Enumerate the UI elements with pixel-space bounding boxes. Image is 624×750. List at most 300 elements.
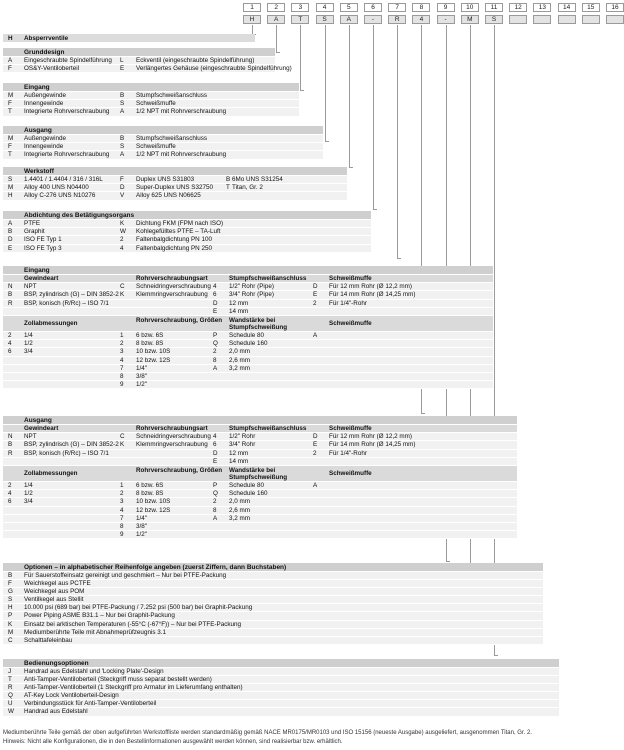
option-item	[3, 604, 543, 612]
option-item	[3, 612, 543, 620]
list-item	[3, 92, 299, 100]
cell-text: 6	[213, 441, 217, 449]
list-item	[3, 100, 299, 108]
connector-tick	[421, 413, 425, 414]
cell-text: 3/4	[24, 348, 33, 356]
cell-text: 4	[120, 244, 124, 252]
cell-text: 1.4401 / 1.4404 / 316 / 316L	[24, 176, 103, 183]
cell-text: 3,2 mm	[229, 364, 250, 372]
section-title: Optionen – in alphabetischer Reihenfolge angeben (zuerst Ziffern, dann Buchstaben)	[3, 563, 543, 572]
code-letter	[582, 15, 600, 24]
cell-text: W	[120, 228, 126, 236]
code-letter: R	[388, 15, 406, 24]
section-werkstoff	[3, 167, 347, 201]
cell-text: 3/4" Rohr (Pipe)	[229, 291, 274, 299]
option-item	[3, 621, 543, 629]
column-header: Zollabmessungen	[24, 469, 78, 477]
section-optionen	[3, 563, 543, 645]
cell-text: 1/4	[24, 481, 33, 489]
cell-text: A	[213, 514, 218, 522]
cell-text: K	[120, 441, 125, 449]
section-eingang2	[3, 266, 493, 389]
option-item	[3, 708, 559, 716]
cell-text: 2,6 mm	[229, 506, 250, 514]
cell-text: Für 12 mm Rohr (Ø 12,2 mm)	[329, 433, 412, 441]
cell-text: E	[313, 291, 318, 299]
connector-line	[325, 25, 326, 141]
list-item	[3, 143, 323, 151]
section-title: Werkstoff	[3, 167, 347, 176]
cell-text: A	[313, 331, 318, 339]
section-title: Bedienungsoptionen	[3, 659, 559, 668]
connector-tick	[349, 167, 353, 168]
list-item	[3, 192, 347, 200]
cell-text: 6Mo UNS S31254	[232, 176, 283, 183]
cell-text: B	[8, 441, 13, 449]
option-code: U	[8, 700, 13, 708]
cell-text: A	[8, 57, 13, 64]
cell-text: E	[213, 307, 218, 315]
option-item	[3, 637, 543, 645]
cell-text: 2,0 mm	[229, 498, 250, 506]
code-position: 12	[509, 3, 527, 12]
cell-text: 14 mm	[229, 307, 249, 315]
cell-text: 3/8"	[136, 522, 147, 530]
cell-text: 4	[8, 490, 12, 498]
connector-line	[397, 25, 398, 258]
option-label: 10.000 psi (689 bar) bei PTFE-Packung / 7.252 psi (500 bar) bei Graphit-Packung	[24, 604, 253, 612]
cell-text: NPT	[24, 283, 37, 291]
cell-text: 1	[120, 481, 124, 489]
cell-text: B	[226, 176, 231, 183]
cell-text: PTFE	[24, 220, 41, 227]
connector-line	[494, 25, 495, 655]
cell-text: C	[120, 283, 125, 291]
cell-text: 4	[120, 506, 124, 514]
cell-text: 6 bzw. 6S	[136, 481, 164, 489]
option-item	[3, 629, 543, 637]
table-row	[3, 531, 517, 539]
cell-text: Stumpfschweißanschluss	[136, 135, 208, 142]
cell-text: T	[226, 184, 230, 192]
connector-tick	[276, 52, 280, 53]
cell-text: Faltenbalgdichtung PN 100	[136, 236, 212, 244]
cell-text: D	[213, 449, 218, 457]
cell-text: OS&Y-Ventiloberteil	[24, 65, 80, 73]
option-item	[3, 692, 559, 700]
cell-text: D	[120, 184, 125, 192]
connector-tick	[373, 209, 377, 210]
section-eingang	[3, 83, 299, 117]
cell-text: ISO FE Typ 3	[24, 244, 62, 252]
cell-text: BSP, konisch (R/Rc) – ISO 7/1	[24, 299, 109, 307]
column-header: Rohrverschraubungsart	[136, 275, 208, 282]
code-letter: 4	[412, 15, 430, 24]
cell-text: A	[213, 364, 218, 372]
table-row	[3, 283, 493, 291]
table-row	[3, 515, 517, 523]
cell-text: Faltenbalgdichtung PN 250	[136, 244, 212, 252]
cell-text: Innengewinde	[24, 143, 64, 151]
cell-text: 1/4"	[136, 364, 147, 372]
list-item	[3, 220, 371, 228]
subheader-row	[3, 316, 493, 332]
option-label: Anti-Tamper-Ventiloberteil (1 Steckgriff pro Armatur im Lieferumfang enthalten)	[24, 684, 243, 692]
cell-text: 9	[120, 381, 124, 389]
table-row	[3, 357, 493, 365]
option-code: T	[8, 676, 12, 684]
list-item	[3, 108, 299, 116]
code-letter: S	[316, 15, 334, 24]
cell-text: A	[313, 481, 318, 489]
cell-text: Integrierte Rohrverschraubung	[24, 151, 110, 159]
cell-text: 2	[8, 331, 12, 339]
option-label: Verbindungsstück für Anti-Tamper-Ventiloberteil	[24, 700, 157, 708]
cell-text: P	[213, 481, 218, 489]
cell-text: Duplex UNS S31803	[136, 176, 195, 183]
section-title: Ausgang	[3, 126, 323, 135]
column-header: Gewindeart	[24, 425, 59, 432]
table-row	[3, 498, 517, 506]
code-letter	[558, 15, 576, 24]
code-letter	[606, 15, 624, 24]
cell-text: Schneidringverschraubung	[136, 283, 211, 291]
subheader-row	[3, 466, 517, 482]
cell-text: F	[8, 143, 12, 151]
table-row	[3, 523, 517, 531]
cell-text: D	[8, 236, 13, 244]
code-position: 1	[243, 3, 261, 12]
cell-text: Schweißmuffe	[136, 100, 176, 108]
code-letter: A	[340, 15, 358, 24]
list-item	[3, 228, 371, 236]
cell-text: Für 14 mm Rohr (Ø 14,25 mm)	[329, 291, 416, 299]
cell-text: F	[8, 65, 12, 73]
cell-text: 4	[120, 356, 124, 364]
code-position: 3	[291, 3, 309, 12]
cell-text: Graphit	[24, 228, 45, 236]
option-code: B	[8, 572, 13, 579]
column-header: Wandstärke bei Stumpfschweißung	[229, 316, 288, 332]
cell-text: E	[313, 441, 318, 449]
code-letter	[509, 15, 527, 24]
cell-text: 12 bzw. 12S	[136, 356, 171, 364]
cell-text: Titan, Gr. 2	[232, 184, 263, 192]
connector-tick	[325, 141, 329, 142]
cell-text: Super-Duplex UNS S32750	[136, 184, 214, 192]
table-row	[3, 441, 517, 449]
cell-text: 2	[120, 236, 124, 244]
code-position: 10	[461, 3, 479, 12]
code-letter: A	[267, 15, 285, 24]
cell-text: D	[313, 433, 318, 441]
code-position: 2	[267, 3, 285, 12]
table-row	[3, 482, 517, 490]
option-code: R	[8, 684, 13, 692]
option-label: Ventilkegel aus Stellit	[24, 596, 84, 604]
cell-text: 10 bzw. 10S	[136, 348, 171, 356]
cell-text: 3	[120, 498, 124, 506]
option-code: J	[8, 668, 12, 675]
list-item	[3, 151, 323, 159]
code-letter: M	[461, 15, 479, 24]
cell-text: 8	[120, 372, 124, 380]
cell-text: K	[120, 220, 125, 227]
list-item	[3, 57, 275, 65]
option-code: W	[8, 708, 14, 716]
table-row	[3, 340, 493, 348]
cell-text: 9	[120, 531, 124, 539]
table-row	[3, 365, 493, 373]
code-letter: H	[243, 15, 261, 24]
option-label: Mediumberührte Teile mit Abnahmeprüfzeugnis 3.1	[24, 628, 166, 636]
cell-text: 6	[213, 291, 217, 299]
option-label: Weichkegel aus POM	[24, 588, 85, 596]
option-item	[3, 684, 559, 692]
cell-text: 12 mm	[229, 299, 249, 307]
cell-text: S	[120, 143, 125, 151]
option-item	[3, 668, 559, 676]
cell-text: Schedule 80	[229, 481, 265, 489]
cell-text: Außengewinde	[24, 135, 67, 142]
cell-text: P	[213, 331, 218, 339]
cell-text: A	[8, 220, 13, 227]
cell-text: Eingeschraubte Spindelführung	[24, 57, 112, 64]
section-bedienung	[3, 659, 559, 717]
section-abdichtung	[3, 211, 371, 253]
code-letter: T	[291, 15, 309, 24]
section-ausgang2	[3, 416, 517, 539]
cell-text: 1/2	[24, 340, 33, 348]
cell-text: K	[120, 291, 125, 299]
cell-text: ISO FE Typ 1	[24, 236, 62, 244]
option-code: C	[8, 636, 13, 644]
connector-tick	[494, 655, 498, 656]
cell-text: 14 mm	[229, 457, 249, 465]
cell-text: Kohlegefülltes PTFE – TA-Luft	[136, 228, 221, 236]
option-code: S	[8, 596, 13, 604]
cell-text: E	[213, 457, 218, 465]
cell-text: 8	[213, 356, 217, 364]
section-title: Eingang	[3, 266, 493, 275]
cell-text: BSP, zylindrisch (G) – DIN 3852-2	[24, 291, 119, 299]
table-row	[3, 308, 493, 316]
cell-text: Für 14 mm Rohr (Ø 14,25 mm)	[329, 441, 416, 449]
option-label: Handrad aus Edelstahl und 'Locking Plate'-Design	[24, 668, 164, 675]
cell-text: N	[8, 433, 13, 441]
cell-text: Außengewinde	[24, 92, 67, 99]
cell-text: Q	[213, 490, 218, 498]
code-position: 7	[388, 3, 406, 12]
cell-text: 3	[120, 348, 124, 356]
section-grunddesign	[3, 48, 292, 73]
cell-text: 1/2" Rohr	[229, 433, 256, 441]
cell-text: Schedule 160	[229, 490, 268, 498]
table-row	[3, 381, 493, 389]
connector-tick	[300, 90, 304, 91]
column-header: Schweißmuffe	[329, 275, 372, 282]
column-header: Rohrverschraubung, Größen	[136, 316, 223, 324]
cell-text: M	[8, 92, 14, 99]
cell-text: A	[120, 151, 125, 159]
cell-text: Q	[213, 340, 218, 348]
option-label: AT-Key Lock Ventiloberteil-Design	[24, 692, 119, 700]
cell-text: Für 12 mm Rohr (Ø 12,2 mm)	[329, 283, 412, 291]
table-row	[3, 300, 493, 308]
cell-text: N	[8, 283, 13, 291]
cell-text: S	[8, 176, 13, 183]
cell-text: Alloy C-276 UNS N10276	[24, 192, 96, 200]
option-item	[3, 588, 543, 596]
option-code: K	[8, 620, 13, 628]
option-label: Schalttafeleinbau	[24, 636, 73, 644]
connector-line	[300, 25, 301, 90]
cell-text: 6	[8, 498, 12, 506]
connector-tick	[446, 561, 450, 562]
cell-text: 1/2"	[136, 531, 147, 539]
cell-text: 4	[213, 283, 217, 291]
code-position: 11	[485, 3, 503, 12]
table-row	[3, 348, 493, 356]
cell-text: 3/4" Rohr	[229, 441, 256, 449]
code-letter: S	[485, 15, 503, 24]
cell-text: 2	[213, 498, 217, 506]
cell-text: 2	[120, 340, 124, 348]
table-row	[3, 490, 517, 498]
cell-text: 3,2 mm	[229, 514, 250, 522]
column-header: Rohrverschraubung, Größen	[136, 466, 223, 474]
connector-tick	[397, 258, 401, 259]
cell-text: H	[8, 192, 13, 200]
code-letter: -	[437, 15, 455, 24]
cell-text: 3/4	[24, 498, 33, 506]
table-row	[3, 373, 493, 381]
cell-text: 8 bzw. 8S	[136, 490, 164, 498]
option-code: M	[8, 628, 14, 636]
code-letter	[533, 15, 551, 24]
cell-text: F	[8, 100, 12, 108]
connector-line	[349, 25, 350, 167]
option-code: P	[8, 612, 13, 620]
cell-text: 1/4	[24, 331, 33, 339]
cell-text: 1/2 NPT mit Rohrverschraubung	[136, 108, 227, 116]
option-item	[3, 596, 543, 604]
valve-type-label: Absperrventile	[24, 35, 69, 42]
cell-text: 4	[8, 340, 12, 348]
column-header: Schweißmuffe	[329, 319, 372, 327]
cell-text: 1/2" Rohr (Pipe)	[229, 283, 274, 291]
cell-text: 12 bzw. 12S	[136, 506, 171, 514]
table-row	[3, 291, 493, 299]
cell-text: E	[120, 65, 125, 73]
cell-text: BSP, zylindrisch (G) – DIN 3852-2	[24, 441, 119, 449]
code-position: 5	[340, 3, 358, 12]
cell-text: C	[120, 433, 125, 441]
cell-text: 10 bzw. 10S	[136, 498, 171, 506]
cell-text: NPT	[24, 433, 37, 441]
cell-text: Klemmringverschraubung	[136, 441, 208, 449]
option-code: F	[8, 580, 12, 588]
cell-text: 12 mm	[229, 449, 249, 457]
cell-text: 4	[213, 433, 217, 441]
cell-text: Integrierte Rohrverschraubung	[24, 108, 110, 116]
section-title: Ausgang	[3, 416, 517, 425]
code-position: 15	[582, 3, 600, 12]
table-row	[3, 458, 517, 466]
column-header: Wandstärke bei Stumpfschweißung	[229, 466, 288, 482]
list-item	[3, 245, 371, 253]
section-title: Abdichtung des Betätigungsorgans	[3, 211, 371, 220]
code-letter: -	[364, 15, 382, 24]
section-absperrventile	[3, 34, 255, 43]
cell-text: Alloy 400 UNS N04400	[24, 184, 89, 192]
cell-text: E	[8, 244, 13, 252]
cell-text: 2	[120, 490, 124, 498]
option-label: Power Piping ASME B31.1 – Nur bei Graphit-Packung	[24, 612, 175, 620]
cell-text: 7	[120, 364, 124, 372]
cell-text: 1/4"	[136, 514, 147, 522]
cell-text: 8	[120, 522, 124, 530]
cell-text: M	[8, 184, 14, 192]
option-item	[3, 676, 559, 684]
code-position: 4	[316, 3, 334, 12]
option-item	[3, 572, 543, 580]
cell-text: 6 bzw. 6S	[136, 331, 164, 339]
code-position: 14	[558, 3, 576, 12]
cell-text: 2,6 mm	[229, 356, 250, 364]
code-position: 6	[364, 3, 382, 12]
cell-text: 8	[213, 506, 217, 514]
connector-line	[373, 25, 374, 209]
cell-text: 2,0 mm	[229, 348, 250, 356]
subheader-row	[3, 425, 517, 433]
cell-text: Schedule 80	[229, 331, 265, 339]
cell-text: 3/8"	[136, 372, 147, 380]
code-position: 9	[437, 3, 455, 12]
code-position: 8	[412, 3, 430, 12]
option-label: Einsatz bei arktischen Temperaturen (-55°C (-67°F)) – Nur bei PTFE-Packung	[24, 620, 241, 628]
cell-text: 1	[120, 331, 124, 339]
list-item	[3, 65, 292, 73]
cell-text: D	[213, 299, 218, 307]
column-header: Stumpfschweißanschluss	[229, 275, 307, 282]
code-position: 16	[606, 3, 624, 12]
cell-text: Klemmringverschraubung	[136, 291, 208, 299]
cell-text: B	[8, 228, 13, 236]
option-item	[3, 580, 543, 588]
code-position: 13	[533, 3, 551, 12]
cell-text: BSP, konisch (R/Rc) – ISO 7/1	[24, 449, 109, 457]
cell-text: T	[8, 151, 12, 159]
footnote: Mediumberührte Teile gemäß der oben aufgeführten Werkstoffliste werden standardmäßig gemäß NACE MR0175/MR0103 und ISO 15156 (neueste Ausgabe) ausgeliefert, ausgenommen Titan, Gr. 2.	[3, 730, 532, 736]
cell-text: 2	[213, 348, 217, 356]
cell-text: Verlängertes Gehäuse (eingeschraubte Spindelführung)	[136, 65, 292, 73]
cell-text: V	[120, 192, 125, 200]
footnote: Hinweis: Nicht alle Konfigurationen, die in den Bestellinformationen ausgewählt werden können, sind realisierbar bzw. erhältlich.	[3, 738, 343, 745]
cell-text: B	[8, 291, 13, 299]
cell-text: R	[8, 299, 13, 307]
cell-text: 1/2"	[136, 381, 147, 389]
cell-text: Eckventil (eingeschraubte Spindelführung)	[136, 57, 255, 64]
option-code: H	[8, 604, 13, 612]
cell-text: 2	[8, 481, 12, 489]
connector-line	[276, 25, 277, 52]
cell-text: F	[120, 176, 124, 183]
connector-line	[252, 25, 253, 34]
table-row	[3, 433, 517, 441]
cell-text: L	[120, 57, 124, 64]
column-header: Stumpfschweißanschluss	[229, 425, 307, 432]
